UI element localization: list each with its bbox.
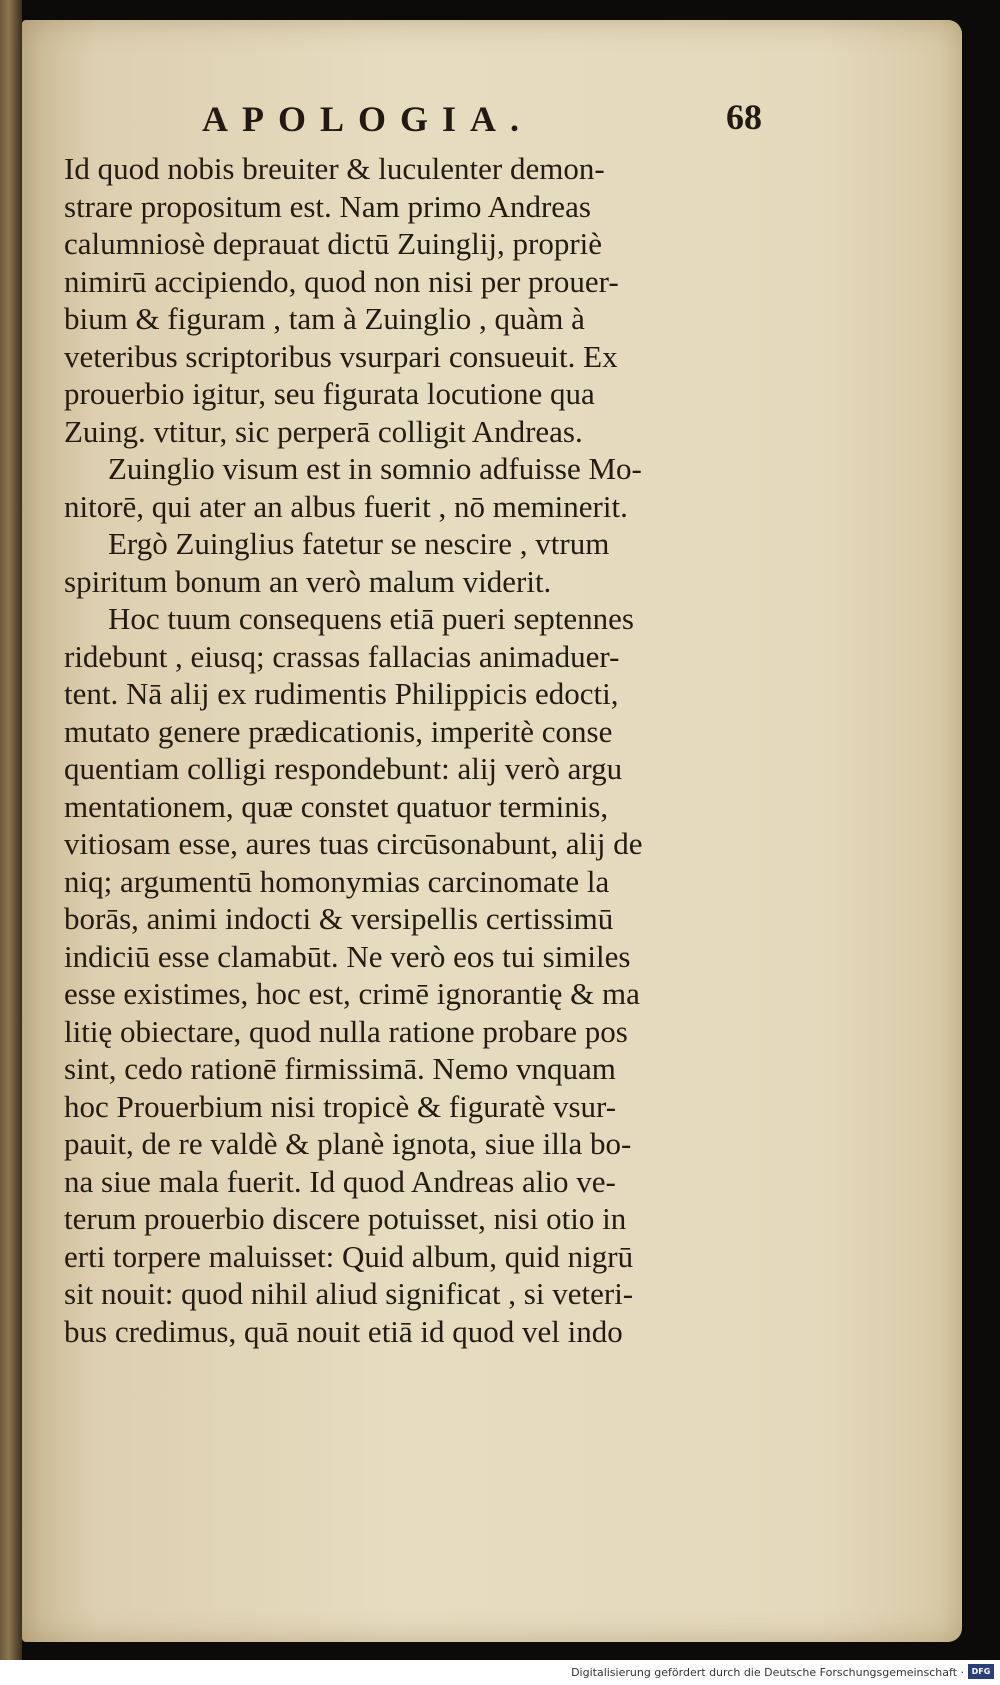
- page-header: [202, 90, 762, 150]
- text-line: Ergò Zuinglius fatetur se nescire , vtrum: [108, 526, 610, 561]
- text-line: indiciū esse clamabūt. Ne verò eos tui similes: [64, 938, 631, 974]
- text-line: nimirū accipiendo, quod non nisi per prouer-: [64, 263, 619, 299]
- text-line: Hoc tuum consequens etiā pueri septennes: [108, 601, 634, 636]
- text-line: prouerbio igitur, seu figurata locutione qua: [64, 376, 595, 411]
- funding-credit: Digitalisierung gefördert durch die Deutsche Forschungsgemeinschaft ·: [571, 1666, 964, 1679]
- page-number: 68: [726, 97, 762, 137]
- text-line: nitorē, qui ater an albus fuerit , nō meminerit.: [64, 488, 628, 524]
- text-line: strare propositum est. Nam primo Andreas: [64, 188, 591, 224]
- text-line: na siue mala fuerit. Id quod Andreas alio ve-: [64, 1163, 616, 1199]
- text-line: erti torpere maluisset: Quid album, quid nigrū: [64, 1238, 634, 1274]
- text-line: quentiam colligi respondebunt: alij verò argu: [64, 751, 623, 786]
- body-text: [64, 150, 844, 1350]
- text-line: esse existimes, hoc est, crimē ignorantię & ma: [64, 976, 640, 1011]
- text-line: calumniosè deprauat dictū Zuinglij, propriè: [64, 226, 603, 261]
- text-line: bium & figuram , tam à Zuinglio , quàm à: [64, 301, 585, 336]
- text-line: veteribus scriptoribus vsurpari consueuit. Ex: [64, 338, 618, 374]
- text-line: sit nouit: quod nihil aliud significat , si veteri-: [64, 1276, 634, 1311]
- dfg-logo: DFG: [968, 1664, 994, 1679]
- text-line: spiritum bonum an verò malum viderit.: [64, 563, 552, 599]
- book-page: [22, 20, 962, 1642]
- text-line: tent. Nā alij ex rudimentis Philippicis edocti,: [64, 676, 619, 711]
- text-line: Id quod nobis breuiter & luculenter demon-: [64, 151, 605, 186]
- text-line: ridebunt , eiusq; crassas fallacias animaduer-: [64, 638, 620, 674]
- text-line: litię obiectare, quod nulla ratione probare pos: [64, 1013, 628, 1049]
- text-line: niq; argumentū homonymias carcinomate la: [64, 863, 610, 899]
- text-line: sint, cedo rationē firmissimā. Nemo vnquam: [64, 1051, 616, 1086]
- text-line: mutato genere prædicationis, imperitè conse: [64, 713, 613, 749]
- text-line: bus credimus, quā nouit etiā id quod vel indo: [64, 1313, 623, 1349]
- running-head: APOLOGIA.: [202, 99, 534, 139]
- footer-bar: [0, 1660, 1000, 1685]
- text-line: Zuing. vtitur, sic perperā colligit Andreas.: [64, 413, 583, 449]
- text-line: borās, animi indocti & versipellis certissimū: [64, 901, 614, 936]
- text-line: vitiosam esse, aures tuas circūsonabunt, alij de: [64, 826, 643, 861]
- text-line: mentationem, quæ constet quatuor terminis,: [64, 788, 609, 824]
- text-line: terum prouerbio discere potuisset, nisi otio in: [64, 1201, 627, 1236]
- book-fore-edge: [0, 0, 22, 1660]
- text-line: hoc Prouerbium nisi tropicè & figuratè vsur-: [64, 1088, 617, 1124]
- text-line: pauit, de re valdè & planè ignota, siue illa bo-: [64, 1126, 632, 1161]
- text-line: Zuinglio visum est in somnio adfuisse Mo-: [108, 451, 642, 486]
